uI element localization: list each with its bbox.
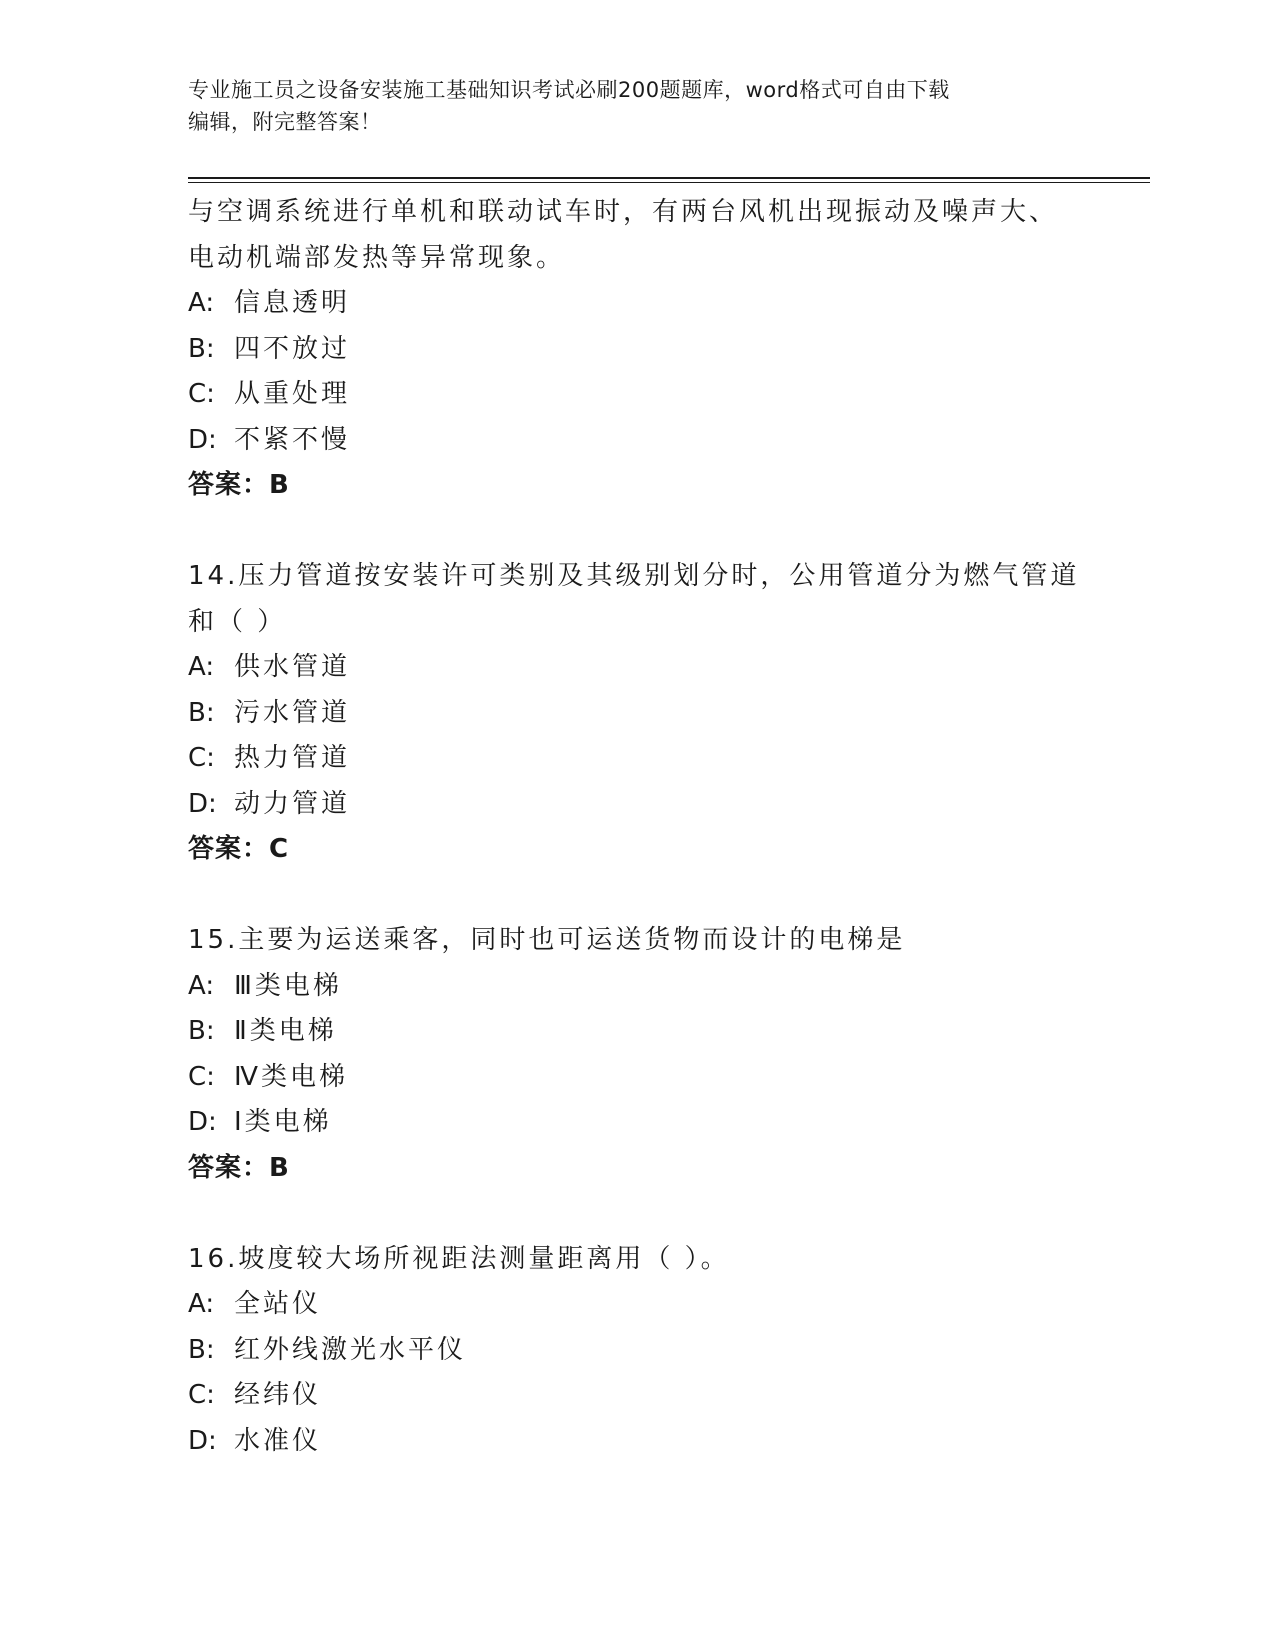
answer-line: 答案：C xyxy=(188,834,290,864)
option-letter: D: xyxy=(188,788,217,819)
block-spacer xyxy=(188,1191,1088,1237)
option-d xyxy=(188,782,1088,828)
option-c xyxy=(188,372,1088,418)
option-text: 从重处理 xyxy=(234,379,351,409)
option-letter: D: xyxy=(188,1107,217,1137)
option-text: 红外线激光水平仪 xyxy=(234,1334,467,1365)
question-text-line: 15.主要为运送乘客，同时也可运送货物而设计的电梯是 xyxy=(188,925,906,955)
question-text-line: 和（ ） xyxy=(188,606,287,637)
option-letter: A: xyxy=(188,288,215,318)
option-text: 不紧不慢 xyxy=(234,424,351,455)
question-block xyxy=(188,1237,1088,1465)
question-text-line: 16.坡度较大场所视距法测量距离用（ ）。 xyxy=(188,1243,730,1274)
question-list xyxy=(188,190,1088,1464)
option-text: Ⅰ类电梯 xyxy=(234,1107,332,1137)
option-c xyxy=(188,1373,1088,1419)
question-block xyxy=(188,918,1088,1191)
option-d xyxy=(188,418,1088,464)
option-letter: A: xyxy=(188,1289,215,1319)
answer-line: 答案：B xyxy=(188,1152,290,1183)
option-d xyxy=(188,1419,1088,1465)
option-b xyxy=(188,691,1088,737)
option-a xyxy=(188,281,1088,327)
option-text: 四不放过 xyxy=(234,333,351,364)
question-block xyxy=(188,554,1088,873)
option-text: 全站仪 xyxy=(234,1289,322,1319)
option-c xyxy=(188,1055,1088,1101)
option-text: Ⅳ类电梯 xyxy=(234,1061,348,1092)
option-b xyxy=(188,327,1088,373)
option-letter: B: xyxy=(188,1016,215,1046)
option-letter: B: xyxy=(188,333,215,364)
header-divider-thin xyxy=(188,182,1150,183)
question-text-line: 与空调系统进行单机和联动试车时，有两台风机出现振动及噪声大、 xyxy=(188,197,1059,227)
option-a xyxy=(188,964,1088,1010)
option-letter: A: xyxy=(188,652,215,682)
option-letter: B: xyxy=(188,697,215,728)
option-letter: C: xyxy=(188,1380,215,1410)
option-text: 经纬仪 xyxy=(234,1380,322,1410)
option-text: 动力管道 xyxy=(234,788,351,819)
option-b xyxy=(188,1328,1088,1374)
option-a xyxy=(188,1282,1088,1328)
option-letter: A: xyxy=(188,970,215,1001)
option-c xyxy=(188,736,1088,782)
option-text: 热力管道 xyxy=(234,743,351,773)
option-letter: D: xyxy=(188,424,217,455)
question-block xyxy=(188,190,1088,509)
option-d xyxy=(188,1100,1088,1146)
option-text: 水准仪 xyxy=(234,1425,322,1456)
option-letter: C: xyxy=(188,743,215,773)
option-letter: C: xyxy=(188,379,215,409)
block-spacer xyxy=(188,509,1088,555)
option-a xyxy=(188,645,1088,691)
option-text: 供水管道 xyxy=(234,652,351,682)
option-text: Ⅲ类电梯 xyxy=(234,970,342,1001)
option-letter: B: xyxy=(188,1334,215,1365)
header-line-1: 专业施工员之设备安装施工基础知识考试必刷200题题库，word格式可自由下载 xyxy=(188,78,950,102)
question-text-line: 电动机端部发热等异常现象。 xyxy=(188,242,566,273)
question-text-line: 14.压力管道按安装许可类别及其级别划分时，公用管道分为燃气管道 xyxy=(188,561,1080,591)
option-text: Ⅱ类电梯 xyxy=(234,1016,337,1046)
option-letter: C: xyxy=(188,1061,215,1092)
option-text: 信息透明 xyxy=(234,288,351,318)
option-text: 污水管道 xyxy=(234,697,351,728)
header-line-2: 编辑，附完整答案！ xyxy=(188,110,382,134)
option-b xyxy=(188,1009,1088,1055)
option-letter: D: xyxy=(188,1425,217,1456)
header-divider-thick xyxy=(188,177,1150,179)
block-spacer xyxy=(188,873,1088,919)
answer-line: 答案：B xyxy=(188,470,290,500)
document-header xyxy=(188,74,1088,138)
